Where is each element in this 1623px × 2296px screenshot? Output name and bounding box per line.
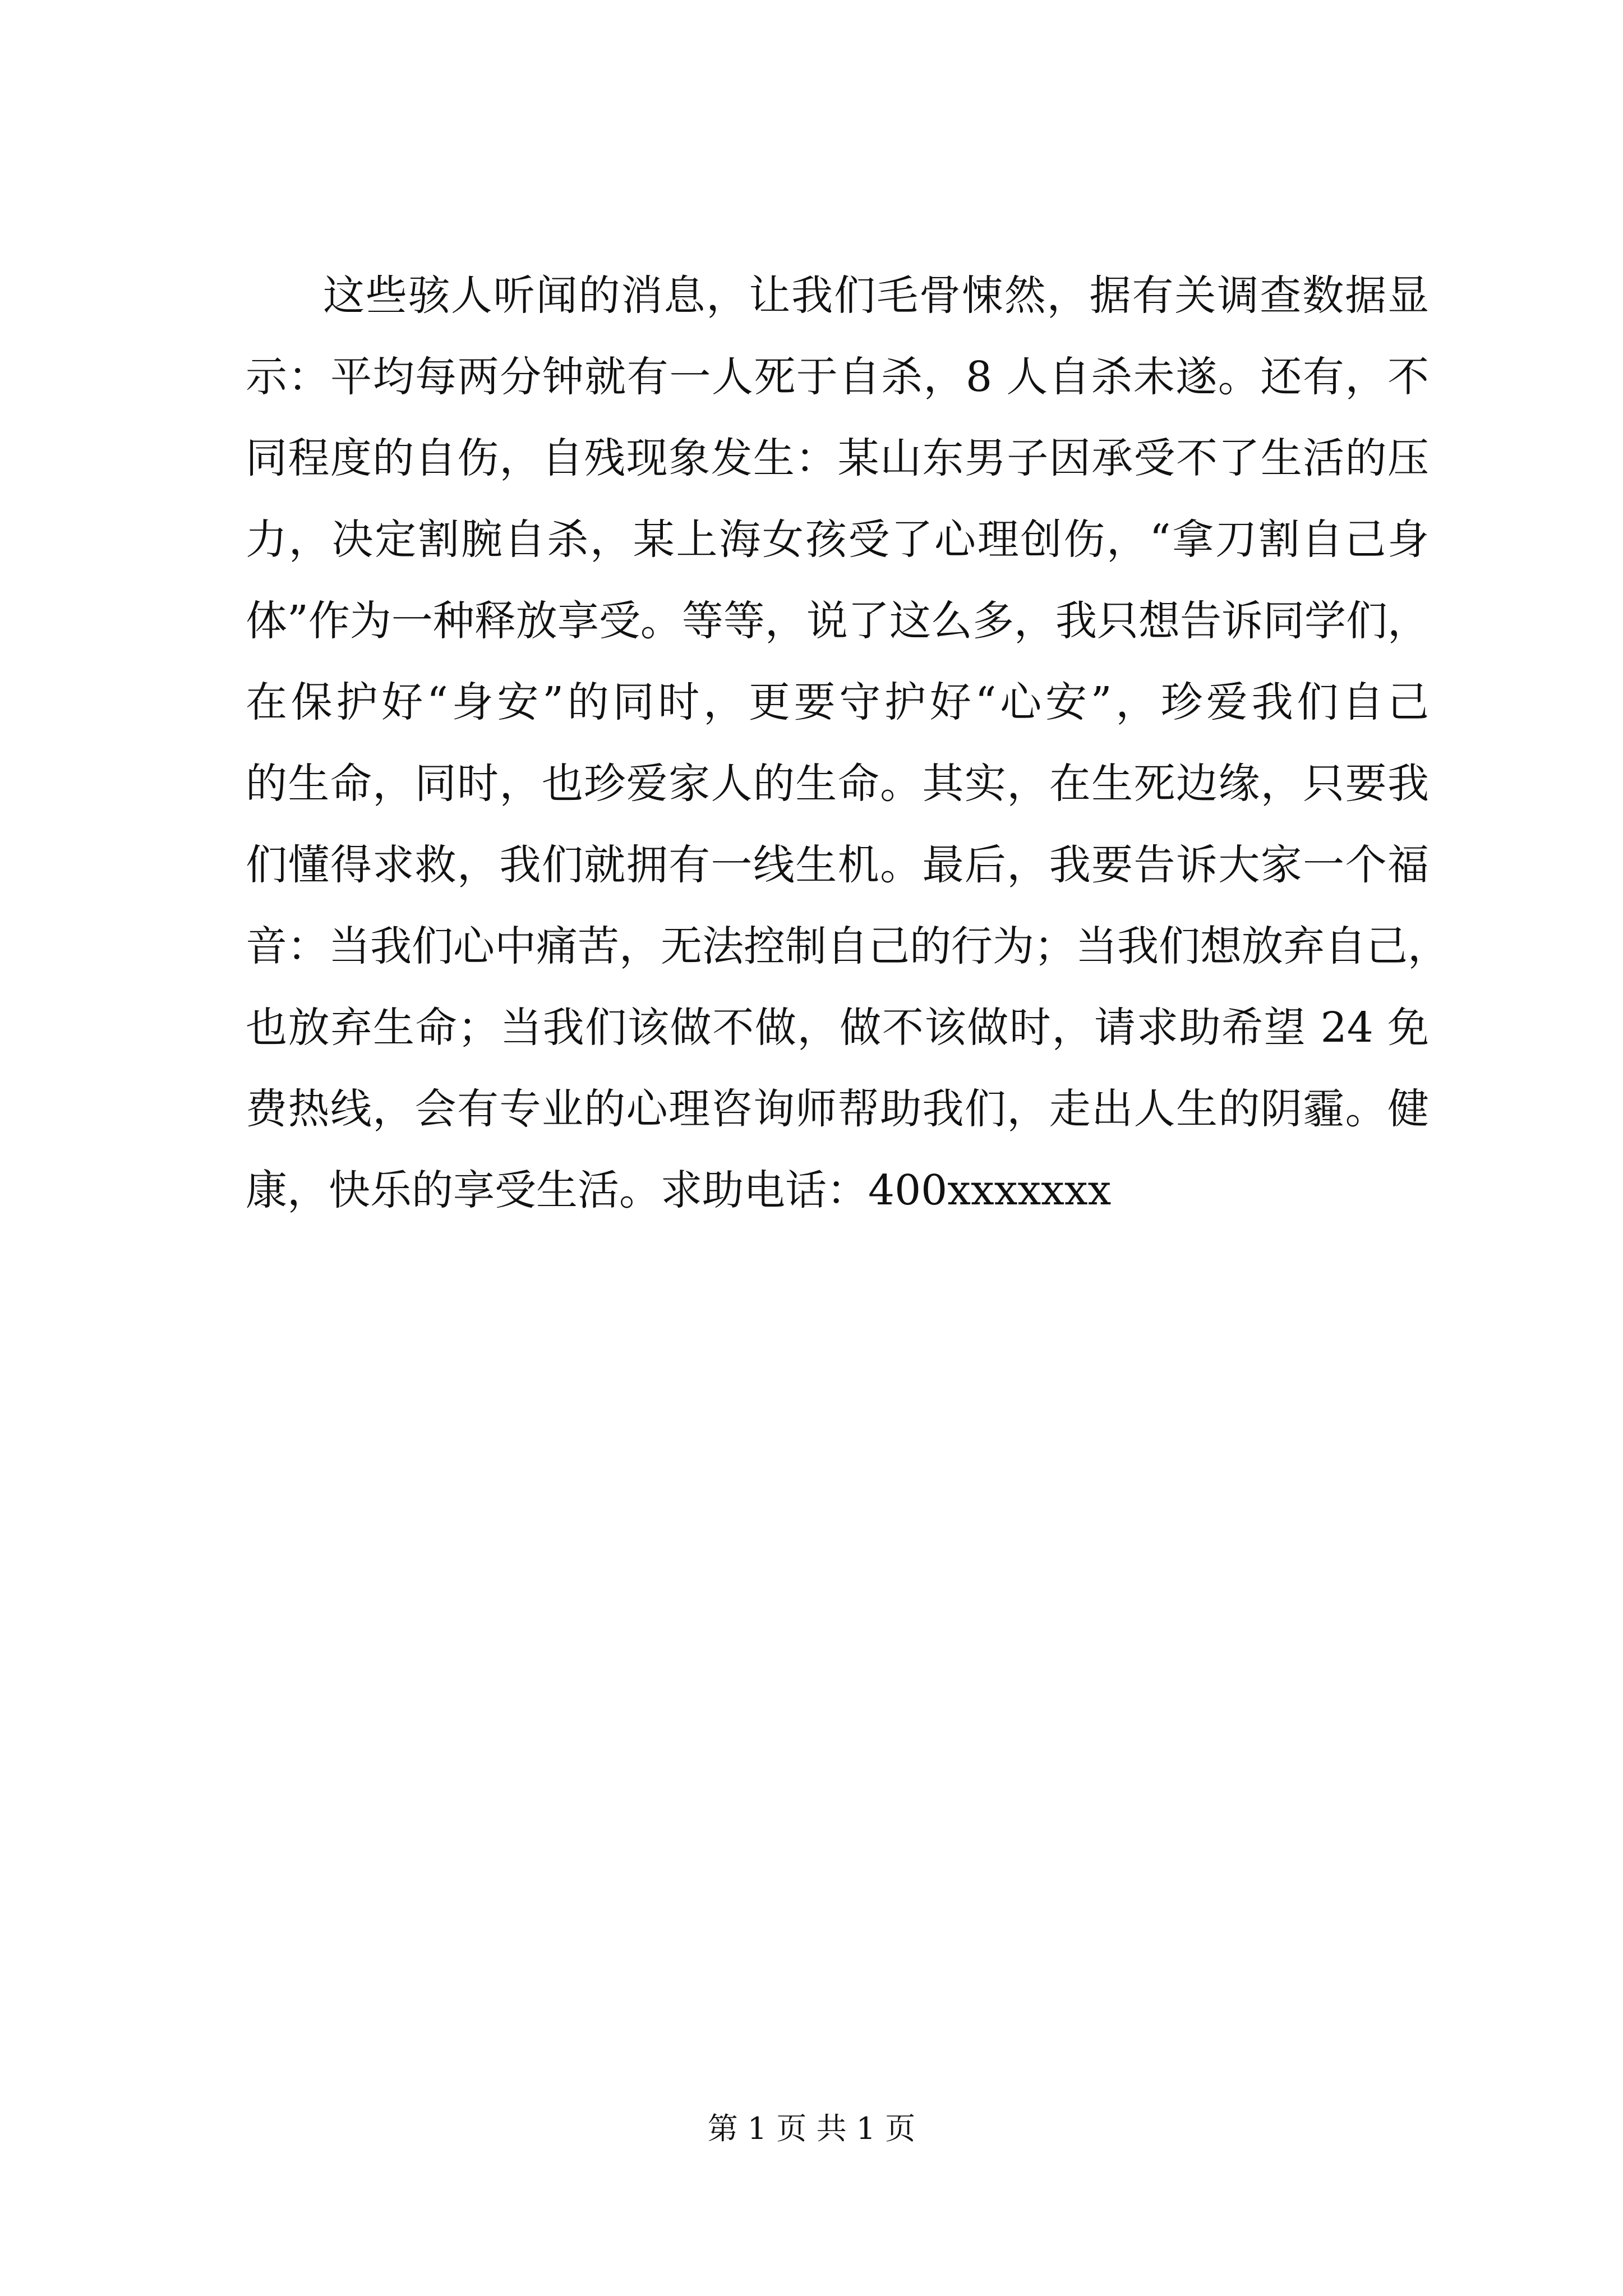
paragraph-line: 也放弃生命；当我们该做不做，做不该做时，请求助希望 24 免 [246, 1004, 1429, 1052]
paragraph-line: 们懂得求救，我们就拥有一线生机。最后，我要告诉大家一个福 [246, 841, 1429, 889]
paragraph-line: 在保护好“身安”的同时，更要守护好“心安”，珍爱我们自己 [246, 678, 1429, 726]
paragraph-line: 康，快乐的享受生活。求助电话：400xxxxxxx [246, 1166, 1112, 1214]
paragraph-line: 这些骇人听闻的消息，让我们毛骨悚然，据有关调查数据显 [323, 272, 1429, 320]
paragraph-line: 费热线，会有专业的心理咨询师帮助我们，走出人生的阴霾。健 [246, 1085, 1429, 1133]
paragraph-line: 的生命，同时，也珍爱家人的生命。其实，在生死边缘，只要我 [246, 760, 1429, 808]
paragraph-line: 音：当我们心中痛苦，无法控制自己的行为；当我们想放弃自己， [246, 922, 1449, 970]
body-paragraph [246, 255, 1449, 1231]
paragraph-line: 同程度的自伤，自残现象发生：某山东男子因承受不了生活的压 [246, 434, 1429, 482]
page-number-footer: 第 1 页 共 1 页 [707, 2111, 916, 2146]
paragraph-line: 力，决定割腕自杀，某上海女孩受了心理创伤，“拿刀割自己身 [246, 516, 1429, 564]
paragraph-line: 体”作为一种释放享受。等等，说了这么多，我只想告诉同学们， [246, 597, 1429, 645]
paragraph-line: 示：平均每两分钟就有一人死于自杀，8 人自杀未遂。还有，不 [246, 353, 1429, 401]
